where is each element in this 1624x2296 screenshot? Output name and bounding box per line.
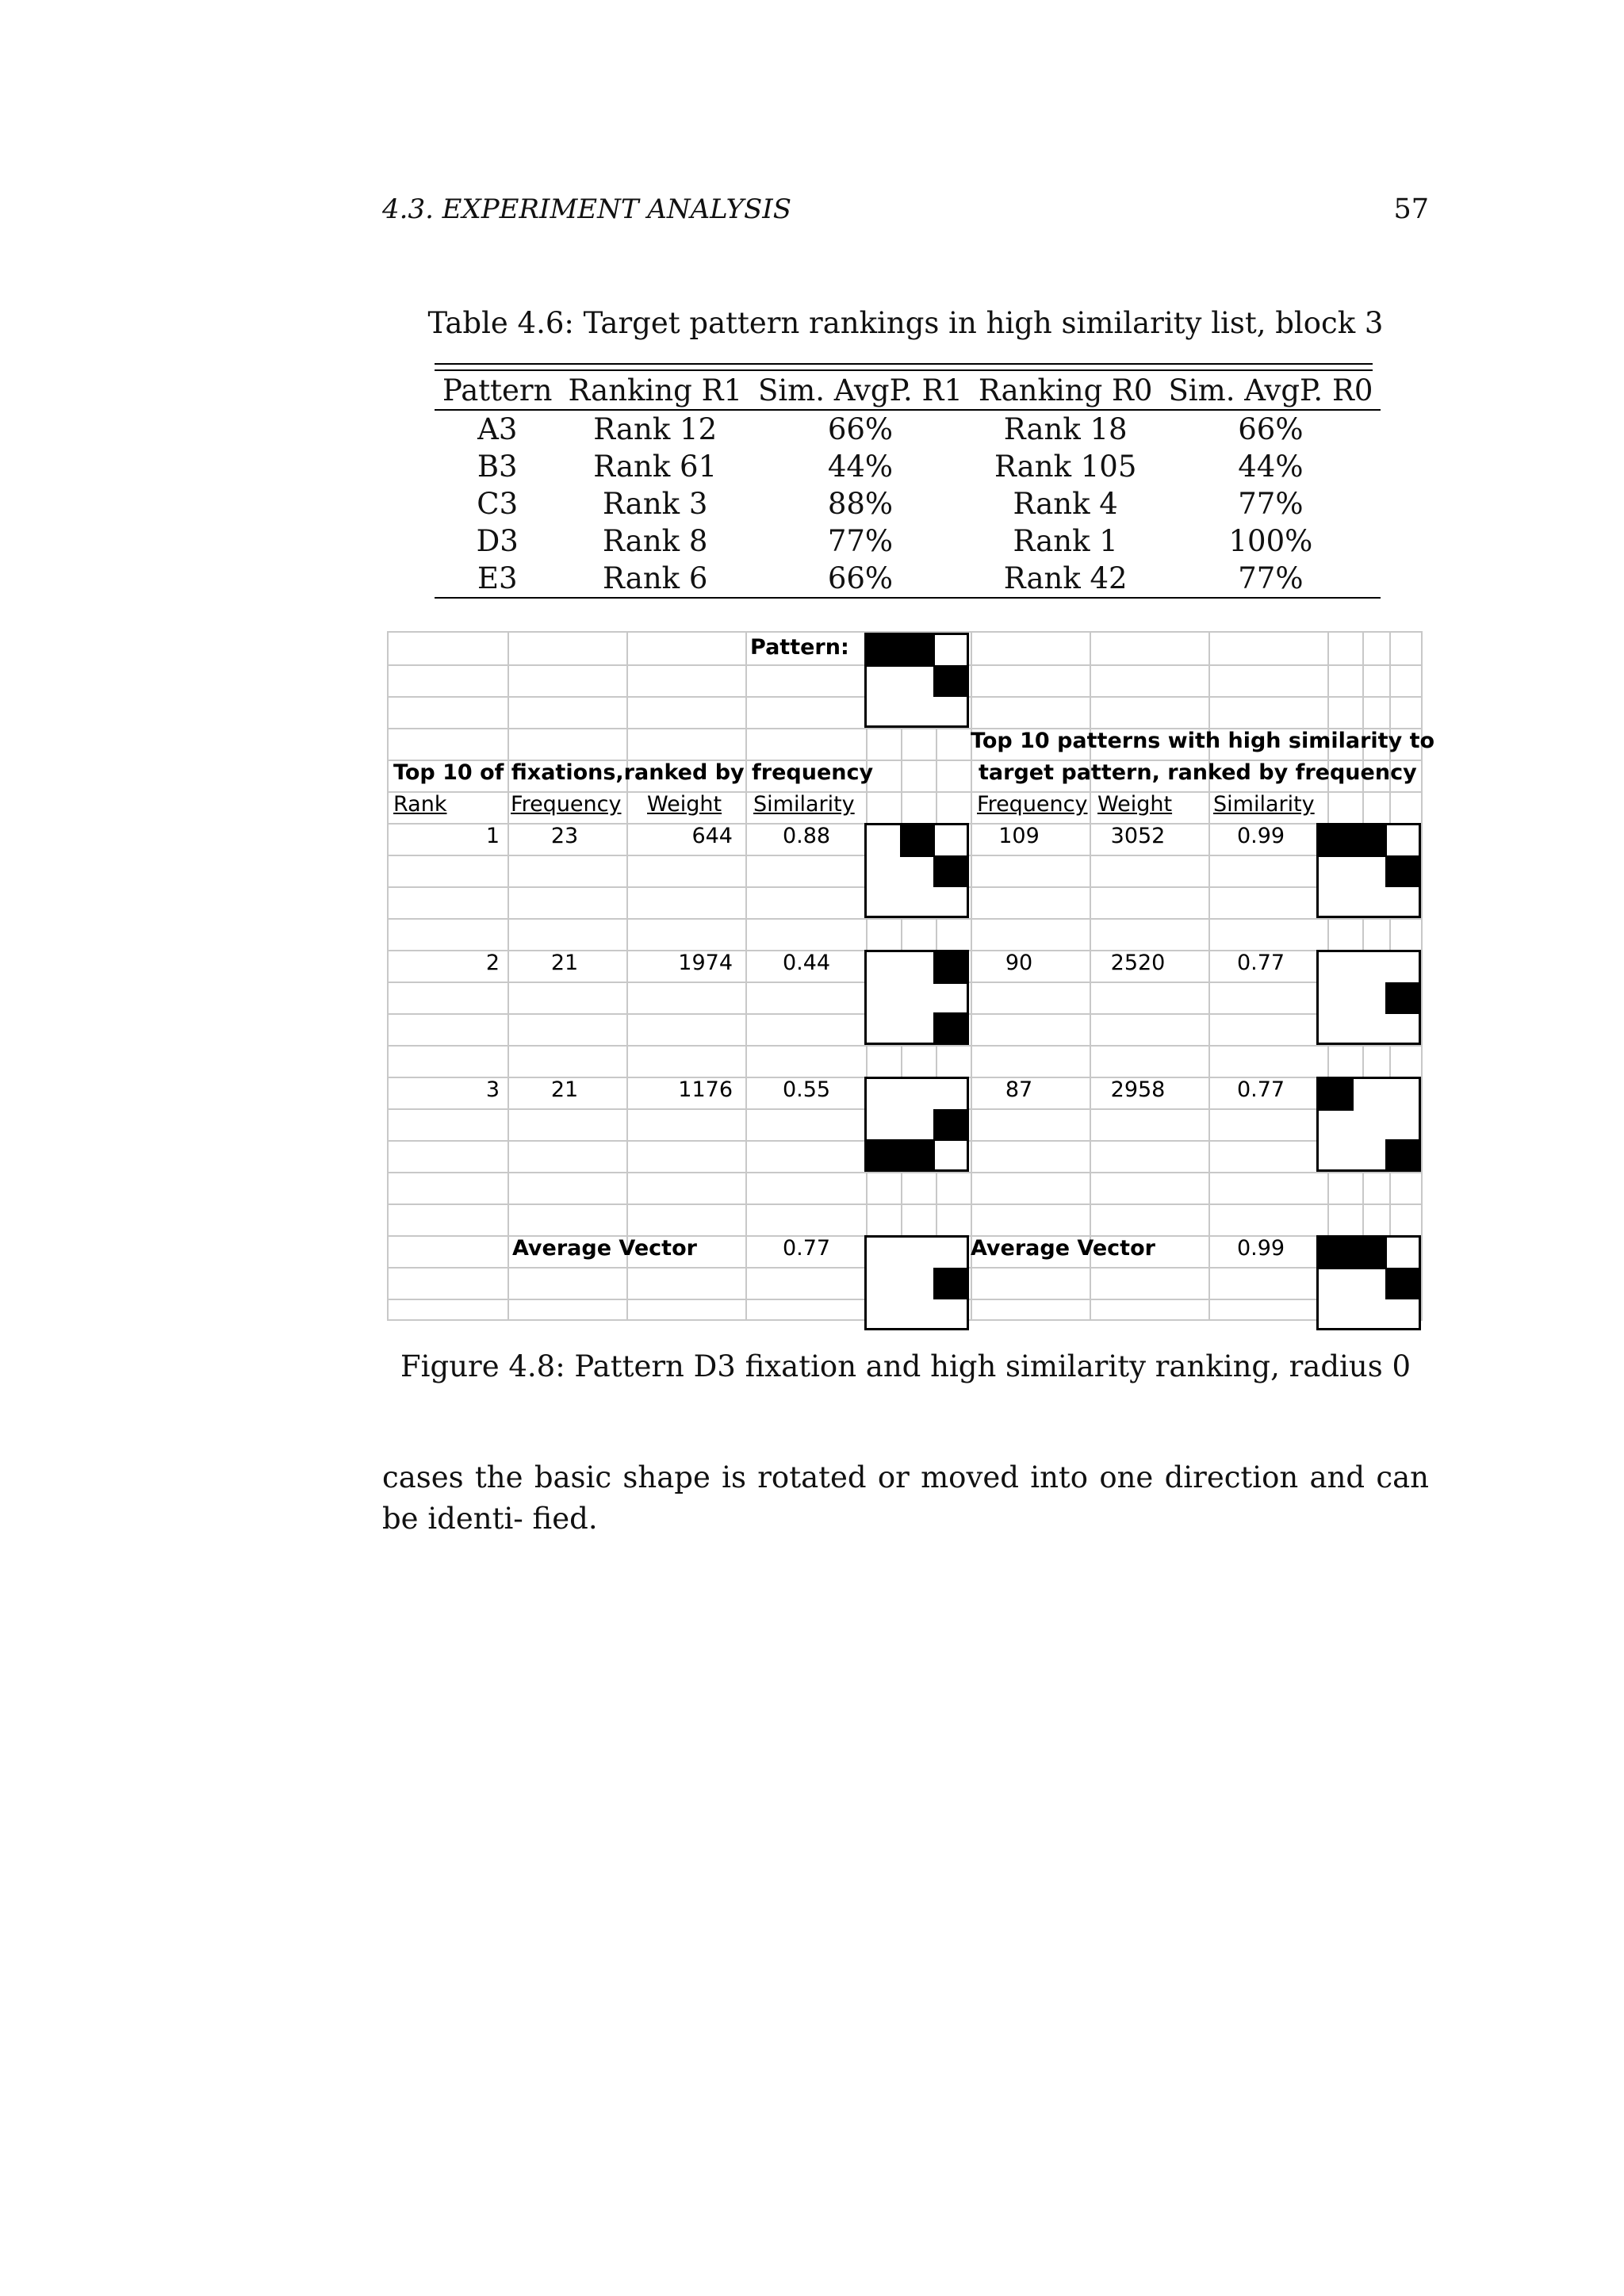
right-header-weight: Weight	[1097, 792, 1173, 817]
row3-rank: 3	[485, 1077, 500, 1102]
left-average-pattern	[864, 1235, 969, 1330]
pattern-cell-empty	[867, 665, 902, 697]
pattern-cell-empty	[900, 982, 935, 1014]
cell-sim-r0: 77%	[1160, 560, 1381, 598]
cell-sim-r0: 44%	[1238, 450, 1304, 484]
cell-pattern: E3	[435, 560, 560, 598]
pattern-cell-empty	[1352, 1298, 1387, 1330]
cell-pattern: C3	[477, 487, 519, 521]
pattern-cell-empty	[867, 1079, 902, 1111]
pattern-cell-empty	[900, 1109, 935, 1141]
table-top-rule	[435, 363, 1373, 371]
cell-sim-r1: 66%	[827, 412, 894, 446]
grid-line-horizontal	[389, 1172, 1421, 1173]
right-average-pattern	[1316, 1235, 1421, 1330]
grid-line-vertical	[508, 633, 509, 1319]
pattern-cell-empty	[867, 1238, 902, 1269]
pattern-cell-empty	[933, 886, 968, 917]
table-caption: Table 4.6: Target pattern rankings in high similarity list, block 3	[427, 306, 1384, 340]
cell-ranking-r0: Rank 42	[971, 560, 1161, 598]
row2-right-similarity: 0.77	[1236, 951, 1285, 975]
pattern-cell-empty	[1385, 825, 1420, 857]
header-similarity: Similarity	[753, 792, 855, 817]
pattern-cell-filled	[900, 1139, 935, 1171]
cell-ranking-r0: Rank 18	[1003, 412, 1128, 446]
pattern-cell-empty	[1385, 1298, 1420, 1330]
row3-right-frequency: 87	[1005, 1077, 1033, 1102]
row3-right-similarity: 0.77	[1236, 1077, 1285, 1102]
pattern-cell-empty	[1385, 1109, 1420, 1141]
pattern-cell-filled	[1385, 855, 1420, 887]
header-ranking-r0: Ranking R0	[971, 371, 1161, 410]
pattern-cell-empty	[900, 1238, 935, 1269]
pattern-cell-empty	[1319, 952, 1354, 984]
row3-right-weight: 2958	[1110, 1077, 1166, 1102]
left-title: Top 10 of fixations,ranked by frequency	[393, 760, 874, 785]
header-frequency: Frequency	[511, 792, 622, 817]
pattern-cell-empty	[933, 825, 968, 857]
pattern-cell-empty	[900, 1012, 935, 1044]
pattern-cell-empty	[1319, 1268, 1354, 1299]
pattern-cell-empty	[1352, 1109, 1387, 1141]
target-pattern	[864, 633, 969, 728]
cell-sim-r1: 88%	[827, 487, 894, 521]
pattern-cell-empty	[1319, 1298, 1354, 1330]
row1-weight: 644	[691, 824, 733, 848]
cell-sim-r0: 66%	[1238, 412, 1304, 446]
left-average-label: Average Vector	[512, 1236, 697, 1261]
pattern-cell-empty	[1352, 1139, 1387, 1171]
pattern-cell-empty	[867, 1298, 902, 1330]
pattern-cell-empty	[867, 1268, 902, 1299]
left-pattern-2	[864, 950, 969, 1045]
right-average-value: 0.99	[1236, 1236, 1285, 1261]
pattern-cell-empty	[900, 695, 935, 727]
header-sim-r0: Sim. AvgP. R0	[1160, 371, 1381, 410]
pattern-cell-empty	[1352, 886, 1387, 917]
pattern-cell-empty	[933, 982, 968, 1014]
pattern-cell-empty	[867, 1109, 902, 1141]
grid-line-horizontal	[389, 918, 1421, 920]
table-row	[435, 410, 1381, 448]
left-average-value: 0.77	[782, 1236, 831, 1261]
pattern-cell-empty	[900, 1079, 935, 1111]
right-pattern-2	[1316, 950, 1421, 1045]
pattern-cell-filled	[933, 855, 968, 887]
pattern-cell-empty	[1352, 1268, 1387, 1299]
row1-rank: 1	[485, 824, 500, 848]
row2-similarity: 0.44	[782, 951, 831, 975]
pattern-cell-empty	[1319, 982, 1354, 1014]
row1-right-weight: 3052	[1110, 824, 1166, 848]
pattern-cell-empty	[1352, 855, 1387, 887]
pattern-cell-empty	[933, 1139, 968, 1171]
spreadsheet-figure	[387, 631, 1435, 1321]
cell-sim-r1: 44%	[827, 450, 894, 484]
grid-line-horizontal	[389, 1045, 1421, 1047]
pattern-cell-empty	[1319, 1139, 1354, 1171]
row2-frequency: 21	[550, 951, 579, 975]
pattern-cell-empty	[867, 886, 902, 917]
ranking-table	[435, 363, 1373, 599]
pattern-cell-empty	[900, 855, 935, 887]
body-paragraph: cases the basic shape is rotated or moved into one direction and can be identi- fied.	[382, 1460, 1429, 1536]
row3-similarity: 0.55	[782, 1077, 831, 1102]
pattern-cell-filled	[933, 1012, 968, 1044]
pattern-cell-filled	[1352, 825, 1387, 857]
pattern-cell-filled	[900, 825, 935, 857]
cell-pattern: A3	[477, 412, 518, 446]
left-pattern-1	[864, 823, 969, 918]
table-row	[435, 448, 1381, 485]
row2-right-weight: 2520	[1110, 951, 1166, 975]
grid-line-horizontal	[389, 1203, 1421, 1205]
pattern-cell-empty	[1385, 1238, 1420, 1269]
pattern-cell-empty	[867, 695, 902, 727]
pattern-cell-empty	[1319, 1012, 1354, 1044]
header-pattern: Pattern	[435, 371, 560, 410]
cell-ranking-r1: Rank 3	[603, 487, 708, 521]
right-header-similarity: Similarity	[1213, 792, 1315, 817]
pattern-cell-empty	[933, 1238, 968, 1269]
pattern-cell-filled	[867, 635, 902, 667]
row2-weight: 1974	[678, 951, 733, 975]
pattern-cell-empty	[867, 825, 902, 857]
row1-right-similarity: 0.99	[1236, 824, 1285, 848]
pattern-cell-empty	[1385, 1079, 1420, 1111]
figure-caption: Figure 4.8: Pattern D3 fixation and high similarity ranking, radius 0	[400, 1349, 1411, 1383]
cell-sim-r0: 100%	[1228, 524, 1313, 558]
pattern-cell-filled	[933, 952, 968, 984]
grid-line-vertical	[626, 633, 628, 1319]
table-row	[435, 522, 1381, 560]
pattern-cell-filled	[1319, 1238, 1354, 1269]
pattern-cell-empty	[1352, 1012, 1387, 1044]
pattern-cell-empty	[1385, 886, 1420, 917]
pattern-cell-filled	[1319, 825, 1354, 857]
pattern-cell-filled	[1385, 982, 1420, 1014]
row2-right-frequency: 90	[1005, 951, 1033, 975]
pattern-cell-empty	[933, 695, 968, 727]
section-title: 4.3. EXPERIMENT ANALYSIS	[382, 193, 792, 225]
row1-frequency: 23	[550, 824, 579, 848]
table-row	[435, 560, 1381, 598]
row3-weight: 1176	[678, 1077, 733, 1102]
header-sim-r1: Sim. AvgP. R1	[750, 371, 971, 410]
running-head	[382, 193, 1429, 233]
pattern-cell-empty	[1352, 952, 1387, 984]
pattern-cell-filled	[1385, 1139, 1420, 1171]
pattern-cell-filled	[900, 635, 935, 667]
pattern-cell-empty	[933, 635, 968, 667]
pattern-cell-empty	[1385, 1012, 1420, 1044]
header-ranking-r1: Ranking R1	[560, 371, 750, 410]
pattern-cell-filled	[867, 1139, 902, 1171]
header-weight: Weight	[647, 792, 722, 817]
cell-pattern: B3	[477, 450, 518, 484]
cell-sim-r1: 66%	[750, 560, 971, 598]
pattern-cell-empty	[867, 1012, 902, 1044]
pattern-cell-empty	[933, 1298, 968, 1330]
left-pattern-3	[864, 1077, 969, 1172]
right-pattern-3	[1316, 1077, 1421, 1172]
right-pattern-1	[1316, 823, 1421, 918]
pattern-cell-empty	[1319, 886, 1354, 917]
pattern-cell-empty	[867, 982, 902, 1014]
table-row	[435, 485, 1381, 522]
grid-line-vertical	[745, 633, 747, 1319]
cell-pattern: D3	[476, 524, 519, 558]
header-rank: Rank	[393, 792, 447, 817]
pattern-cell-filled	[933, 1109, 968, 1141]
cell-ranking-r1: Rank 6	[560, 560, 750, 598]
cell-ranking-r1: Rank 12	[593, 412, 718, 446]
pattern-cell-empty	[1352, 982, 1387, 1014]
cell-sim-r0: 77%	[1238, 487, 1304, 521]
pattern-cell-filled	[1385, 1268, 1420, 1299]
pattern-cell-empty	[1319, 1109, 1354, 1141]
pattern-cell-filled	[933, 1268, 968, 1299]
row3-frequency: 21	[550, 1077, 579, 1102]
pattern-cell-filled	[933, 665, 968, 697]
row1-right-frequency: 109	[998, 824, 1040, 848]
pattern-cell-empty	[900, 1268, 935, 1299]
pattern-cell-filled	[1352, 1238, 1387, 1269]
cell-sim-r1: 77%	[827, 524, 894, 558]
cell-ranking-r1: Rank 61	[593, 450, 718, 484]
pattern-cell-empty	[900, 1298, 935, 1330]
pattern-cell-filled	[1319, 1079, 1354, 1111]
pattern-cell-empty	[867, 952, 902, 984]
right-header-frequency: Frequency	[977, 792, 1088, 817]
right-title-line1: Top 10 patterns with high similarity to	[971, 729, 1435, 753]
cell-ranking-r0: Rank 4	[1013, 487, 1118, 521]
pattern-cell-empty	[933, 1079, 968, 1111]
page-number: 57	[1393, 193, 1429, 225]
right-average-label: Average Vector	[971, 1236, 1155, 1261]
pattern-cell-empty	[867, 855, 902, 887]
cell-ranking-r0: Rank 105	[994, 450, 1137, 484]
pattern-cell-empty	[900, 886, 935, 917]
row1-similarity: 0.88	[782, 824, 831, 848]
pattern-cell-empty	[1319, 855, 1354, 887]
cell-ranking-r0: Rank 1	[1013, 524, 1118, 558]
pattern-label: Pattern:	[750, 635, 849, 660]
pattern-cell-empty	[1352, 1079, 1387, 1111]
pattern-cell-empty	[900, 665, 935, 697]
table-header-row	[435, 371, 1381, 410]
right-title-line2: target pattern, ranked by frequency	[979, 760, 1417, 785]
row2-rank: 2	[485, 951, 500, 975]
cell-ranking-r1: Rank 8	[603, 524, 708, 558]
pattern-cell-empty	[900, 952, 935, 984]
pattern-cell-empty	[1385, 952, 1420, 984]
